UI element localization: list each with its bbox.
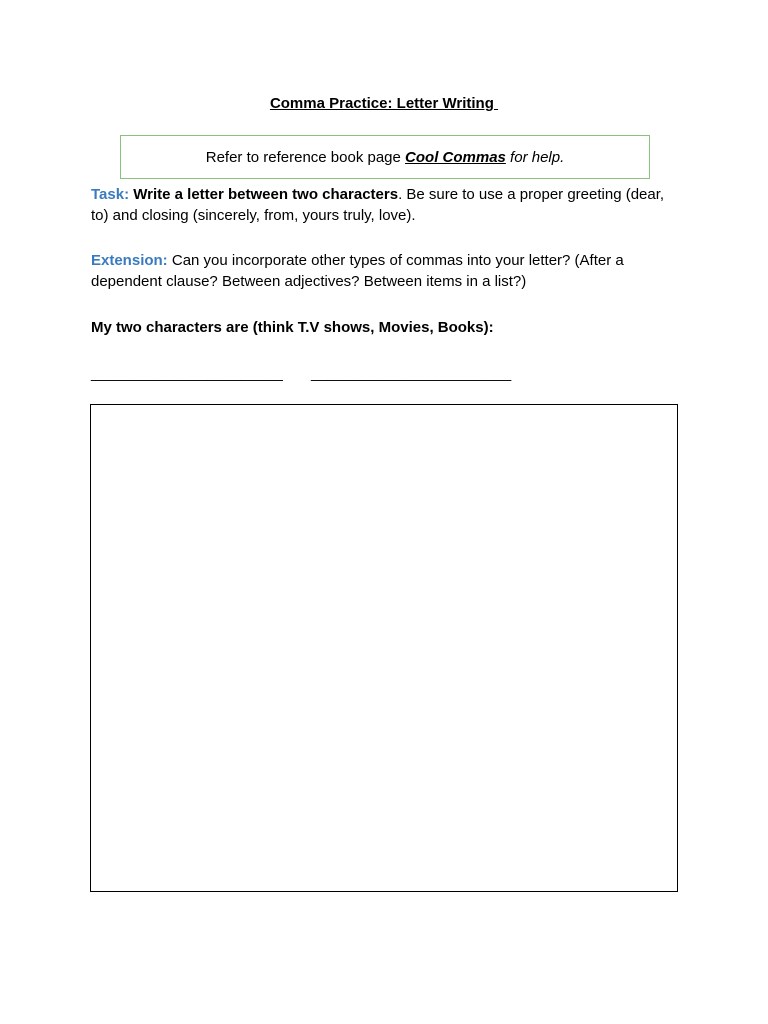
extension-label: Extension: bbox=[91, 252, 168, 269]
letter-writing-box[interactable] bbox=[90, 404, 678, 892]
reference-box bbox=[120, 135, 650, 179]
reference-prefix: Refer to reference book page bbox=[205, 148, 406, 166]
reference-suffix: for help. bbox=[505, 148, 565, 166]
task-bold-text: Write a letter between two characters bbox=[129, 186, 399, 203]
task-paragraph bbox=[91, 184, 681, 226]
reference-book-title: Cool Commas bbox=[405, 148, 506, 166]
task-label: Task: bbox=[91, 186, 130, 203]
characters-prompt: My two characters are (think T.V shows, Movies, Books): bbox=[91, 319, 494, 336]
character-two-blank[interactable]: ________________________ bbox=[311, 365, 512, 382]
extension-text: Can you incorporate other types of commas into your letter? (After a dependent clause? Between adjectives? Between items in a list?) bbox=[91, 252, 628, 290]
character-one-blank[interactable]: _______________________ bbox=[91, 365, 283, 382]
page-title: Comma Practice: Letter Writing bbox=[269, 95, 499, 112]
task-rest-text: . Be sure to use a proper greeting (dear, to) and closing (sincerely, from, yours truly, love). bbox=[91, 186, 665, 224]
extension-paragraph bbox=[91, 250, 681, 292]
